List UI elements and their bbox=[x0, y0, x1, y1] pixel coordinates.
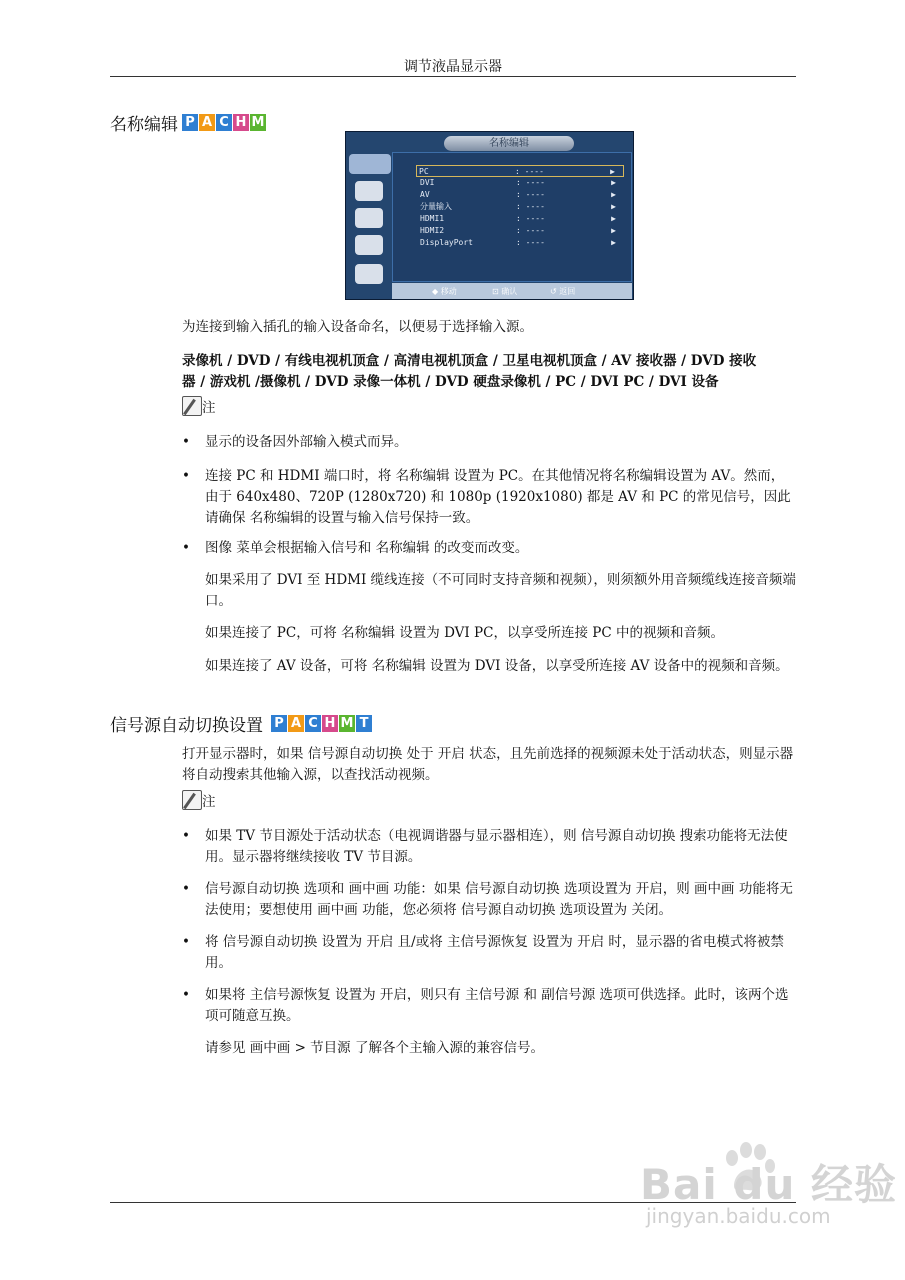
osd-title: 名称编辑 bbox=[444, 136, 574, 151]
bullet-text: 如果 TV 节目源处于活动状态（电视调谐器与显示器相连），则 信号源自动切换 搜索功能将无法使用。显示器将继续接收 TV 节目源。 bbox=[205, 828, 788, 865]
osd-row-av bbox=[418, 189, 624, 201]
arrow-right-icon: ▶ bbox=[611, 238, 616, 247]
osd-back-hint: ↺ 返回 bbox=[550, 287, 576, 296]
note-block bbox=[182, 396, 216, 416]
mode-badge-p: P bbox=[182, 114, 198, 131]
bullet-text: 图像 菜单会根据输入信号和 名称编辑 的改变而改变。 bbox=[205, 540, 529, 556]
intro-text: 打开显示器时，如果 信号源自动切换 处于 开启 状态，且先前选择的视频源未处于活动状态，则显示器将自动搜索其他输入源，以查找活动视频。 bbox=[182, 746, 794, 783]
mode-badges bbox=[182, 114, 267, 131]
mode-badge-m: M bbox=[251, 115, 265, 130]
osd-row-label: PC bbox=[419, 167, 429, 176]
arrow-right-icon: ▶ bbox=[611, 178, 616, 187]
bullet-dot: • bbox=[182, 540, 190, 556]
bullet-dot: • bbox=[182, 434, 190, 450]
osd-row-value: : ---- bbox=[516, 202, 545, 211]
osd-row-label: AV bbox=[420, 190, 430, 199]
osd-row-hdmi2 bbox=[418, 225, 624, 237]
page-header: 调节液晶显示器 bbox=[404, 59, 502, 75]
note-pencil-icon bbox=[182, 790, 202, 810]
osd-row-value: : ---- bbox=[516, 190, 545, 199]
osd-row-dvi bbox=[418, 177, 624, 189]
osd-row-value: : ---- bbox=[515, 167, 544, 176]
section-heading-auto-source bbox=[110, 711, 373, 736]
note-label: 注 bbox=[202, 794, 216, 810]
bullet-dot: • bbox=[182, 881, 190, 897]
mode-badge-h: H bbox=[233, 114, 249, 131]
mode-badge-m: M bbox=[340, 716, 354, 731]
mode-badge-h: H bbox=[322, 715, 338, 732]
osd-row-value: : ---- bbox=[516, 238, 545, 247]
input-icon bbox=[349, 154, 391, 174]
section-title: 信号源自动切换设置 bbox=[110, 716, 263, 736]
bullet-dot: • bbox=[182, 934, 190, 950]
mode-badges bbox=[271, 715, 373, 732]
mode-badge-t: T bbox=[356, 715, 372, 732]
osd-row-label: 分量输入 bbox=[420, 202, 452, 211]
closing-paragraph: 请参见 画中画 > 节目源 了解各个主输入源的兼容信号。 bbox=[205, 1040, 544, 1056]
mode-badge-c: C bbox=[216, 114, 232, 131]
multi-control-icon bbox=[355, 264, 383, 284]
bullet-dot: • bbox=[182, 828, 190, 844]
body-paragraph: 如果采用了 DVI 至 HDMI 缆线连接（不可同时支持音频和视频），则须额外用音频缆线连接音频端口。 bbox=[205, 572, 796, 609]
picture-icon bbox=[355, 181, 383, 201]
note-label: 注 bbox=[202, 400, 216, 416]
mode-badge-a: A bbox=[288, 715, 304, 732]
osd-row-label: DisplayPort bbox=[420, 238, 473, 247]
mode-badge-c: C bbox=[305, 715, 321, 732]
mode-badge-p: P bbox=[271, 715, 287, 732]
watermark-logo: Bai du 经验 bbox=[640, 1160, 897, 1209]
body-paragraph: 如果连接了 AV 设备，可将 名称编辑 设置为 DVI 设备，以享受所连接 AV 设备中的视频和音频。 bbox=[205, 658, 789, 674]
bullet-text: 连接 PC 和 HDMI 端口时，将 名称编辑 设置为 PC。在其他情况将名称编辑设置为 AV。然而，由于 640x480、720P (1280x720) 和 1080p (1920x1080) 都是 AV 和 PC 的常见信号，因此请确保 名称编辑的设置与输入信号保持一致。 bbox=[205, 468, 791, 526]
section-heading-name-edit bbox=[110, 110, 267, 135]
osd-menu-screenshot bbox=[345, 131, 634, 300]
osd-row-value: : ---- bbox=[516, 178, 545, 187]
osd-row-label: DVI bbox=[420, 178, 435, 187]
bullet-text: 将 信号源自动切换 设置为 开启 且/或将 主信号源恢复 设置为 开启 时，显示器的省电模式将被禁用。 bbox=[205, 934, 784, 971]
osd-row-分量输入 bbox=[418, 201, 624, 213]
intro-text: 为连接到输入插孔的输入设备命名，以便易于选择输入源。 bbox=[182, 319, 533, 335]
device-list-line1: 录像机 / DVD / 有线电视机顶盒 / 高清电视机顶盒 / 卫星电视机顶盒 / AV 接收器 / DVD 接收 bbox=[182, 353, 757, 369]
bullet-text: 信号源自动切换 选项和 画中画 功能：如果 信号源自动切换 选项设置为 开启，则 画中画 功能将无法使用；要想使用 画中画 功能，您必须将 信号源自动切换 选项设置为 关闭。 bbox=[205, 881, 793, 918]
osd-move-hint: ◆ 移动 bbox=[432, 287, 457, 296]
section-title: 名称编辑 bbox=[110, 115, 178, 135]
setup-gear-icon bbox=[355, 235, 383, 255]
osd-row-value: : ---- bbox=[516, 214, 545, 223]
osd-footer bbox=[392, 283, 632, 299]
bullet-text: 显示的设备因外部输入模式而异。 bbox=[205, 434, 408, 450]
osd-row-pc bbox=[416, 165, 624, 177]
bullet-dot: • bbox=[182, 468, 190, 484]
osd-row-hdmi1 bbox=[418, 213, 624, 225]
osd-row-value: : ---- bbox=[516, 226, 545, 235]
osd-row-label: HDMI1 bbox=[420, 214, 445, 223]
note-block bbox=[182, 790, 216, 810]
arrow-right-icon: ▶ bbox=[611, 202, 616, 211]
arrow-right-icon: ▶ bbox=[611, 226, 616, 235]
baidu-watermark bbox=[640, 1152, 897, 1228]
sound-icon bbox=[355, 208, 383, 228]
bullet-dot: • bbox=[182, 987, 190, 1003]
mode-badge-a: A bbox=[199, 114, 215, 131]
arrow-right-icon: ▶ bbox=[611, 214, 616, 223]
arrow-right-icon: ▶ bbox=[610, 167, 615, 176]
osd-enter-hint: ⊡ 确认 bbox=[492, 287, 518, 296]
arrow-right-icon: ▶ bbox=[611, 190, 616, 199]
bullet-text: 如果将 主信号源恢复 设置为 开启，则只有 主信号源 和 副信号源 选项可供选择。此时，该两个选项可随意互换。 bbox=[205, 987, 789, 1024]
header-rule bbox=[110, 76, 796, 77]
note-pencil-icon bbox=[182, 396, 202, 416]
osd-row-displayport bbox=[418, 237, 624, 249]
osd-row-label: HDMI2 bbox=[420, 226, 445, 235]
watermark-url: jingyan.baidu.com bbox=[646, 1204, 831, 1228]
device-list-line2: 器 / 游戏机 /摄像机 / DVD 录像一体机 / DVD 硬盘录像机 / PC / DVI PC / DVI 设备 bbox=[182, 374, 719, 390]
osd-sidebar bbox=[349, 154, 391, 289]
body-paragraph: 如果连接了 PC，可将 名称编辑 设置为 DVI PC，以享受所连接 PC 中的视频和音频。 bbox=[205, 625, 724, 641]
